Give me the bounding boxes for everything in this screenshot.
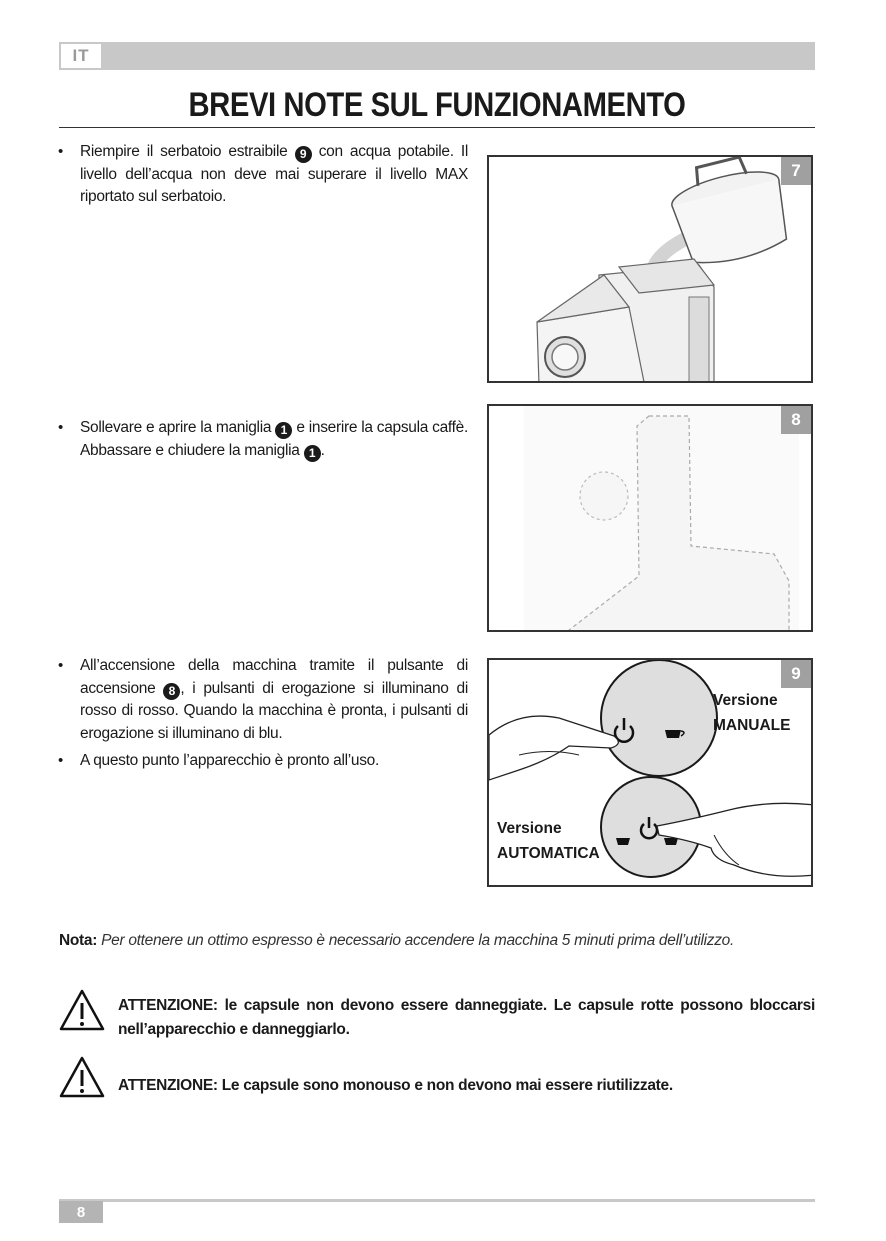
footer-divider: [59, 1199, 815, 1202]
language-code: IT: [61, 44, 101, 68]
figure-number: 9: [781, 660, 811, 688]
coffee-cup-icon: [616, 838, 630, 845]
page-number: 8: [59, 1201, 103, 1223]
figure-number: 7: [781, 157, 811, 185]
capsule-insert-illustration: [489, 406, 813, 632]
automatic-version-label: [497, 816, 600, 866]
manual-version-label: [713, 688, 791, 738]
step-2-text-part: Sollevare e aprire la maniglia: [80, 419, 276, 436]
figure-9-power-buttons: [487, 658, 813, 887]
title-divider: [59, 127, 815, 128]
page-title: BREVI NOTE SUL FUNZIONAMENTO: [188, 86, 686, 124]
language-bar: [59, 42, 815, 70]
version-label-line: MANUALE: [713, 717, 791, 734]
water-pouring-illustration: [489, 157, 813, 383]
part-number-badge: 1: [275, 422, 292, 439]
note-label: Nota:: [59, 932, 98, 949]
part-number-badge: 9: [295, 146, 312, 163]
bullet: •: [58, 657, 64, 674]
coffee-cup-icon: [664, 838, 678, 845]
warning-2: ATTENZIONE: Le capsule sono monouso e non devono mai essere riutilizzate.: [118, 1077, 673, 1094]
version-label-line: Versione: [497, 820, 562, 837]
step-1-text-part: Riempire il serbatoio estraibile: [80, 143, 295, 160]
step-1-text: [80, 141, 468, 209]
figure-7-water-tank: [487, 155, 813, 383]
warning-icon: [58, 1055, 106, 1099]
step-3-text: [80, 655, 468, 745]
step-3-text-part: All’accensione della macchina tramite il pulsante di accensione: [80, 657, 468, 697]
figure-8-capsule-insert: [487, 404, 813, 632]
step-3-extra-text: A questo punto l’apparecchio è pronto all’uso.: [80, 752, 380, 769]
bullet: •: [58, 419, 64, 436]
warning-icon: [58, 988, 106, 1032]
step-2-text-part: e inserire la capsula caffè. Abbassare e chiudere la maniglia: [80, 419, 468, 459]
version-label-line: Versione: [713, 692, 778, 709]
note-text: Per ottenere un ottimo espresso è necessario accendere la macchina 5 minuti prima dell’utilizzo.: [101, 932, 734, 949]
step-2-text-part: .: [320, 441, 325, 459]
bullet: •: [58, 752, 64, 769]
figure-number: 8: [781, 406, 811, 434]
part-number-badge: 8: [163, 683, 180, 700]
bullet: •: [58, 143, 64, 160]
step-3-text-part: , i pulsanti di erogazione si illuminano di rosso di rosso. Quando la macchina è pronta, i pulsanti di erogazione si illuminano di blu.: [80, 679, 468, 742]
step-2-text: [80, 417, 468, 462]
version-label-line: AUTOMATICA: [497, 845, 600, 862]
warning-1: ATTENZIONE: le capsule non devono essere danneggiate. Le capsule rotte possono bloccarsi nell’apparecchio e danneggiarlo.: [118, 997, 815, 1038]
part-number-badge: 1: [304, 445, 321, 462]
note: [59, 932, 815, 950]
step-1-text-part: con acqua potabile. Il livello dell’acqua non deve mai superare il livello MAX riportato sul serbatoio.: [80, 143, 468, 205]
